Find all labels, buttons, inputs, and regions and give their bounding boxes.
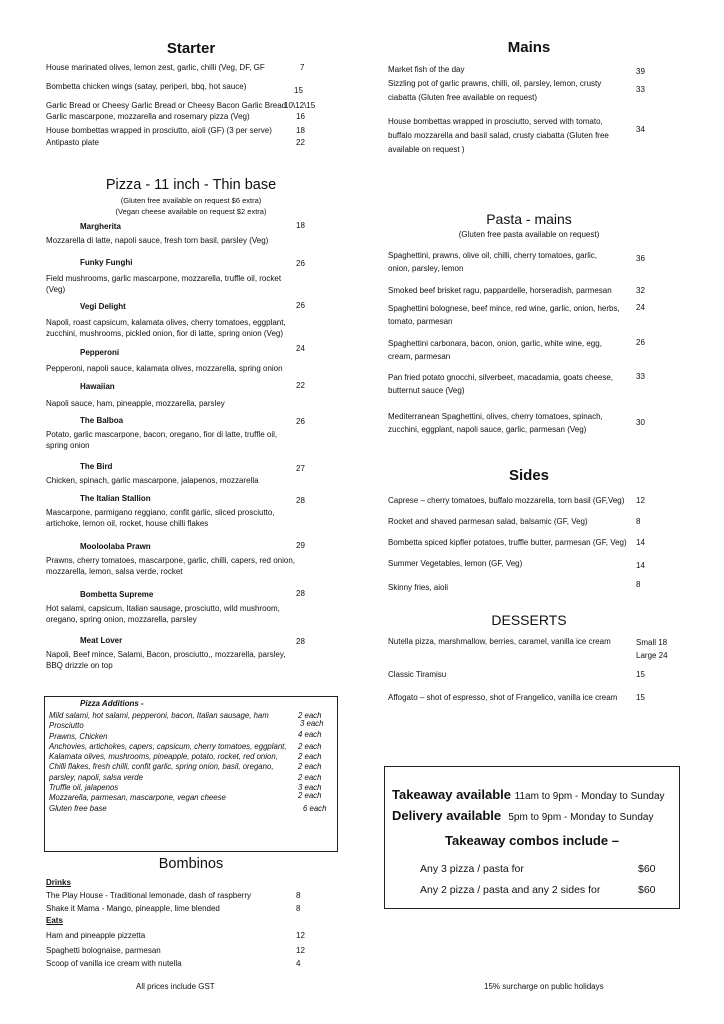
pizza-item: Meat Lover 28 Napoli, Beef mince, Salami, Bacon, prosciutto,, mozzarella, parsley, BBQ drizzle on top	[46, 636, 305, 670]
menu-item: Bombetta chicken wings (satay, periperi, bbq, hot sauce) 15	[46, 82, 303, 95]
additions-title: Pizza Additions -	[80, 699, 144, 708]
addition-row: Truffle oil, jalapenos 3 each	[49, 783, 322, 793]
menu-item: Affogato – shot of espresso, shot of Frangelico, vanilla ice cream 15	[388, 693, 645, 702]
addition-row: Chilli flakes, fresh chilli, confit garlic, spring onion, basil, oregano, 2 each	[49, 762, 322, 772]
pizza-section	[46, 177, 336, 681]
menu-item: Sizzling pot of garlic prawns, chilli, oil, parsley, lemon, crusty ciabatta (Gluten free available on request) 33	[388, 79, 645, 102]
takeaway-line: Takeaway available 11am to 9pm - Monday to Sunday	[392, 787, 665, 802]
drinks-heading: Drinks	[46, 878, 71, 887]
mains-section	[388, 39, 670, 157]
menu-item: Spaghettini carbonara, bacon, onion, garlic, white wine, egg, cream, parmesan 26	[388, 338, 645, 361]
pasta-title: Pasta - mains	[486, 211, 572, 227]
menu-item: Summer Vegetables, lemon (GF, Veg) 14	[388, 559, 645, 570]
desserts-section	[388, 612, 670, 703]
pizza-additions-box	[44, 696, 338, 852]
bombinos-title: Bombinos	[158, 856, 224, 872]
pizza-item: Pepperoni 24 Pepperoni, napoli sauce, kalamata olives, mozzarella, spring onion	[46, 344, 305, 373]
menu-item: Classic Tiramisu 15	[388, 670, 645, 679]
menu-item: House marinated olives, lemon zest, garlic, chilli (Veg, DF, GF 7	[46, 63, 305, 72]
pizza-title: Pizza - 11 inch - Thin base	[105, 177, 277, 193]
pizza-note-vegan: (Vegan cheese available on request $2 extra)	[115, 207, 267, 216]
menu-item: Skinny fries, aioli 8	[388, 580, 641, 592]
gst-note: All prices include GST	[136, 982, 215, 991]
surcharge-note: 15% surcharge on public holidays	[484, 982, 604, 991]
addition-row: Mild salami, hot salami, pepperoni, bacon, Italian sausage, ham 2 each	[49, 711, 322, 720]
addition-row: Prosciutto 3 each	[49, 719, 324, 731]
combo-row: Any 3 pizza / pasta for $60	[420, 863, 656, 875]
menu-item: Antipasto plate 22	[46, 138, 305, 147]
pizza-item: Hawaiian 22 Napoli sauce, ham, pineapple, mozzarella, parsley	[46, 381, 305, 408]
menu-item: Scoop of vanilla ice cream with nutella 4	[46, 959, 301, 968]
combos-title: Takeaway combos include –	[445, 833, 619, 848]
pasta-note: (Gluten free pasta available on request)	[458, 230, 600, 239]
combo-row: Any 2 pizza / pasta and any 2 sides for $60	[420, 884, 656, 896]
starter-title: Starter	[166, 40, 216, 57]
pasta-section	[388, 211, 670, 438]
menu-item: Nutella pizza, marshmallow, berries, caramel, vanilla ice cream Small 18 Large 24	[388, 637, 668, 660]
menu-item: Rocket and shaved parmesan salad, balsamic (GF, Veg) 8	[388, 517, 641, 526]
menu-item: The Play House - Traditional lemonade, dash of raspberry 8	[46, 891, 301, 900]
addition-row: Gluten free base 6 each	[49, 803, 327, 813]
pizza-item: The Bird 27 Chicken, spinach, garlic mascarpone, jalapenos, mozzarella	[46, 462, 305, 485]
starter-section	[46, 40, 336, 147]
menu-item: House bombettas wrapped in prosciutto, aioli (GF) (3 per serve) 18	[46, 126, 305, 135]
menu-item: Spaghetti bolognaise, parmesan 12	[46, 946, 305, 955]
pizza-item: Bombetta Supreme 28 Hot salami, capsicum, Italian sausage, prosciutto, wild mushroom, oregano, spring onion, mozzarella, parsley	[46, 589, 305, 624]
menu-item: Smoked beef brisket ragu, pappardelle, horseradish, parmesan 32	[388, 286, 645, 295]
menu-item: Ham and pineapple pizzetta 12	[46, 931, 305, 940]
sides-section	[388, 467, 670, 593]
menu-item: Garlic Bread or Cheesy Garlic Bread or Cheesy Bacon Garlic Bread 10\12\15	[46, 101, 316, 110]
menu-item: Shake it Mama - Mango, pineapple, lime blended 8	[46, 904, 301, 913]
menu-item: Pan fried potato gnocchi, silverbeet, macadamia, goats cheese, butternut sauce (Veg) 33	[388, 372, 645, 395]
mains-title: Mains	[507, 39, 551, 56]
menu-item: Caprese – cherry tomatoes, buffalo mozzarella, torn basil (GF,Veg) 12	[388, 496, 645, 505]
menu-item: Market fish of the day 39	[388, 65, 645, 76]
addition-row: Kalamata olives, mushrooms, pineapple, potato, rocket, red onion, 2 each	[49, 752, 322, 762]
bombinos-section	[46, 856, 336, 969]
menu-item: Bombetta spiced kipfler potatoes, truffle butter, parmesan (GF, Veg) 14	[388, 538, 645, 547]
sides-title: Sides	[508, 467, 550, 484]
menu-item: Spaghettini, prawns, olive oil, chilli, cherry tomatoes, garlic, onion, parsley, lemon 36	[388, 251, 645, 273]
desserts-title: DESSERTS	[491, 612, 567, 628]
menu-item: House bombettas wrapped in prosciutto, served with tomato, buffalo mozzarella and basil salad, crusty ciabatta (Gluten free available on request ) 34	[388, 117, 645, 154]
eats-heading: Eats	[46, 916, 63, 925]
addition-row: Anchovies, artichokes, capers, capsicum, cherry tomatoes, eggplant, 2 each	[49, 741, 322, 751]
pizza-item: Mooloolaba Prawn 29 Prawns, cherry tomatoes, mascarpone, garlic, chilli, capers, red onion, mozzarella, lemon, salsa verde, rocket	[46, 541, 305, 576]
takeaway-box	[384, 766, 680, 909]
pizza-item: Margherita 18 Mozzarella di latte, napoli sauce, fresh torn basil, parsley (Veg)	[46, 221, 305, 245]
pizza-item: The Balboa 26 Potato, garlic mascarpone, bacon, oregano, fior di latte, truffle oil, spring onion	[46, 416, 305, 450]
menu-item: Spaghettini bolognese, beef mince, red wine, garlic, onion, herbs, tomato, parmesan 24	[388, 303, 645, 326]
menu-item: Garlic mascarpone, mozzarella and rosemary pizza (Veg) 16	[46, 112, 305, 121]
addition-row: Mozzarella, parmesan, mascarpone, vegan cheese 2 each	[49, 791, 322, 803]
pizza-note-gf: (Gluten free available on request $6 extra)	[120, 196, 262, 205]
addition-row: Prawns, Chicken 4 each	[49, 729, 322, 741]
pizza-item: The Italian Stallion 28 Mascarpone, parmigano reggiano, confit garlic, sliced prosciutto, artichoke, lemon oil, rocket, house chilli flakes	[46, 494, 305, 528]
delivery-line: Delivery available 5pm to 9pm - Monday to Sunday	[392, 808, 654, 823]
pizza-item: Funky Funghi 26 Field mushrooms, garlic mascarpone, mozzarella, truffle oil, rocket (Veg)	[46, 258, 305, 294]
addition-row: parsley, napoli, salsa verde 2 each	[49, 772, 322, 782]
menu-item: Mediterranean Spaghettini, olives, cherry tomatoes, spinach, zucchini, eggplant, napoli sauce, garlic, parmesan (Veg) 30	[388, 412, 645, 434]
pizza-item: Vegi Delight 26 Napoli, roast capsicum, kalamata olives, cherry tomatoes, eggplant, zucchini, mushrooms, pickled onion, fior di latte, spring onion (Veg)	[46, 301, 305, 338]
